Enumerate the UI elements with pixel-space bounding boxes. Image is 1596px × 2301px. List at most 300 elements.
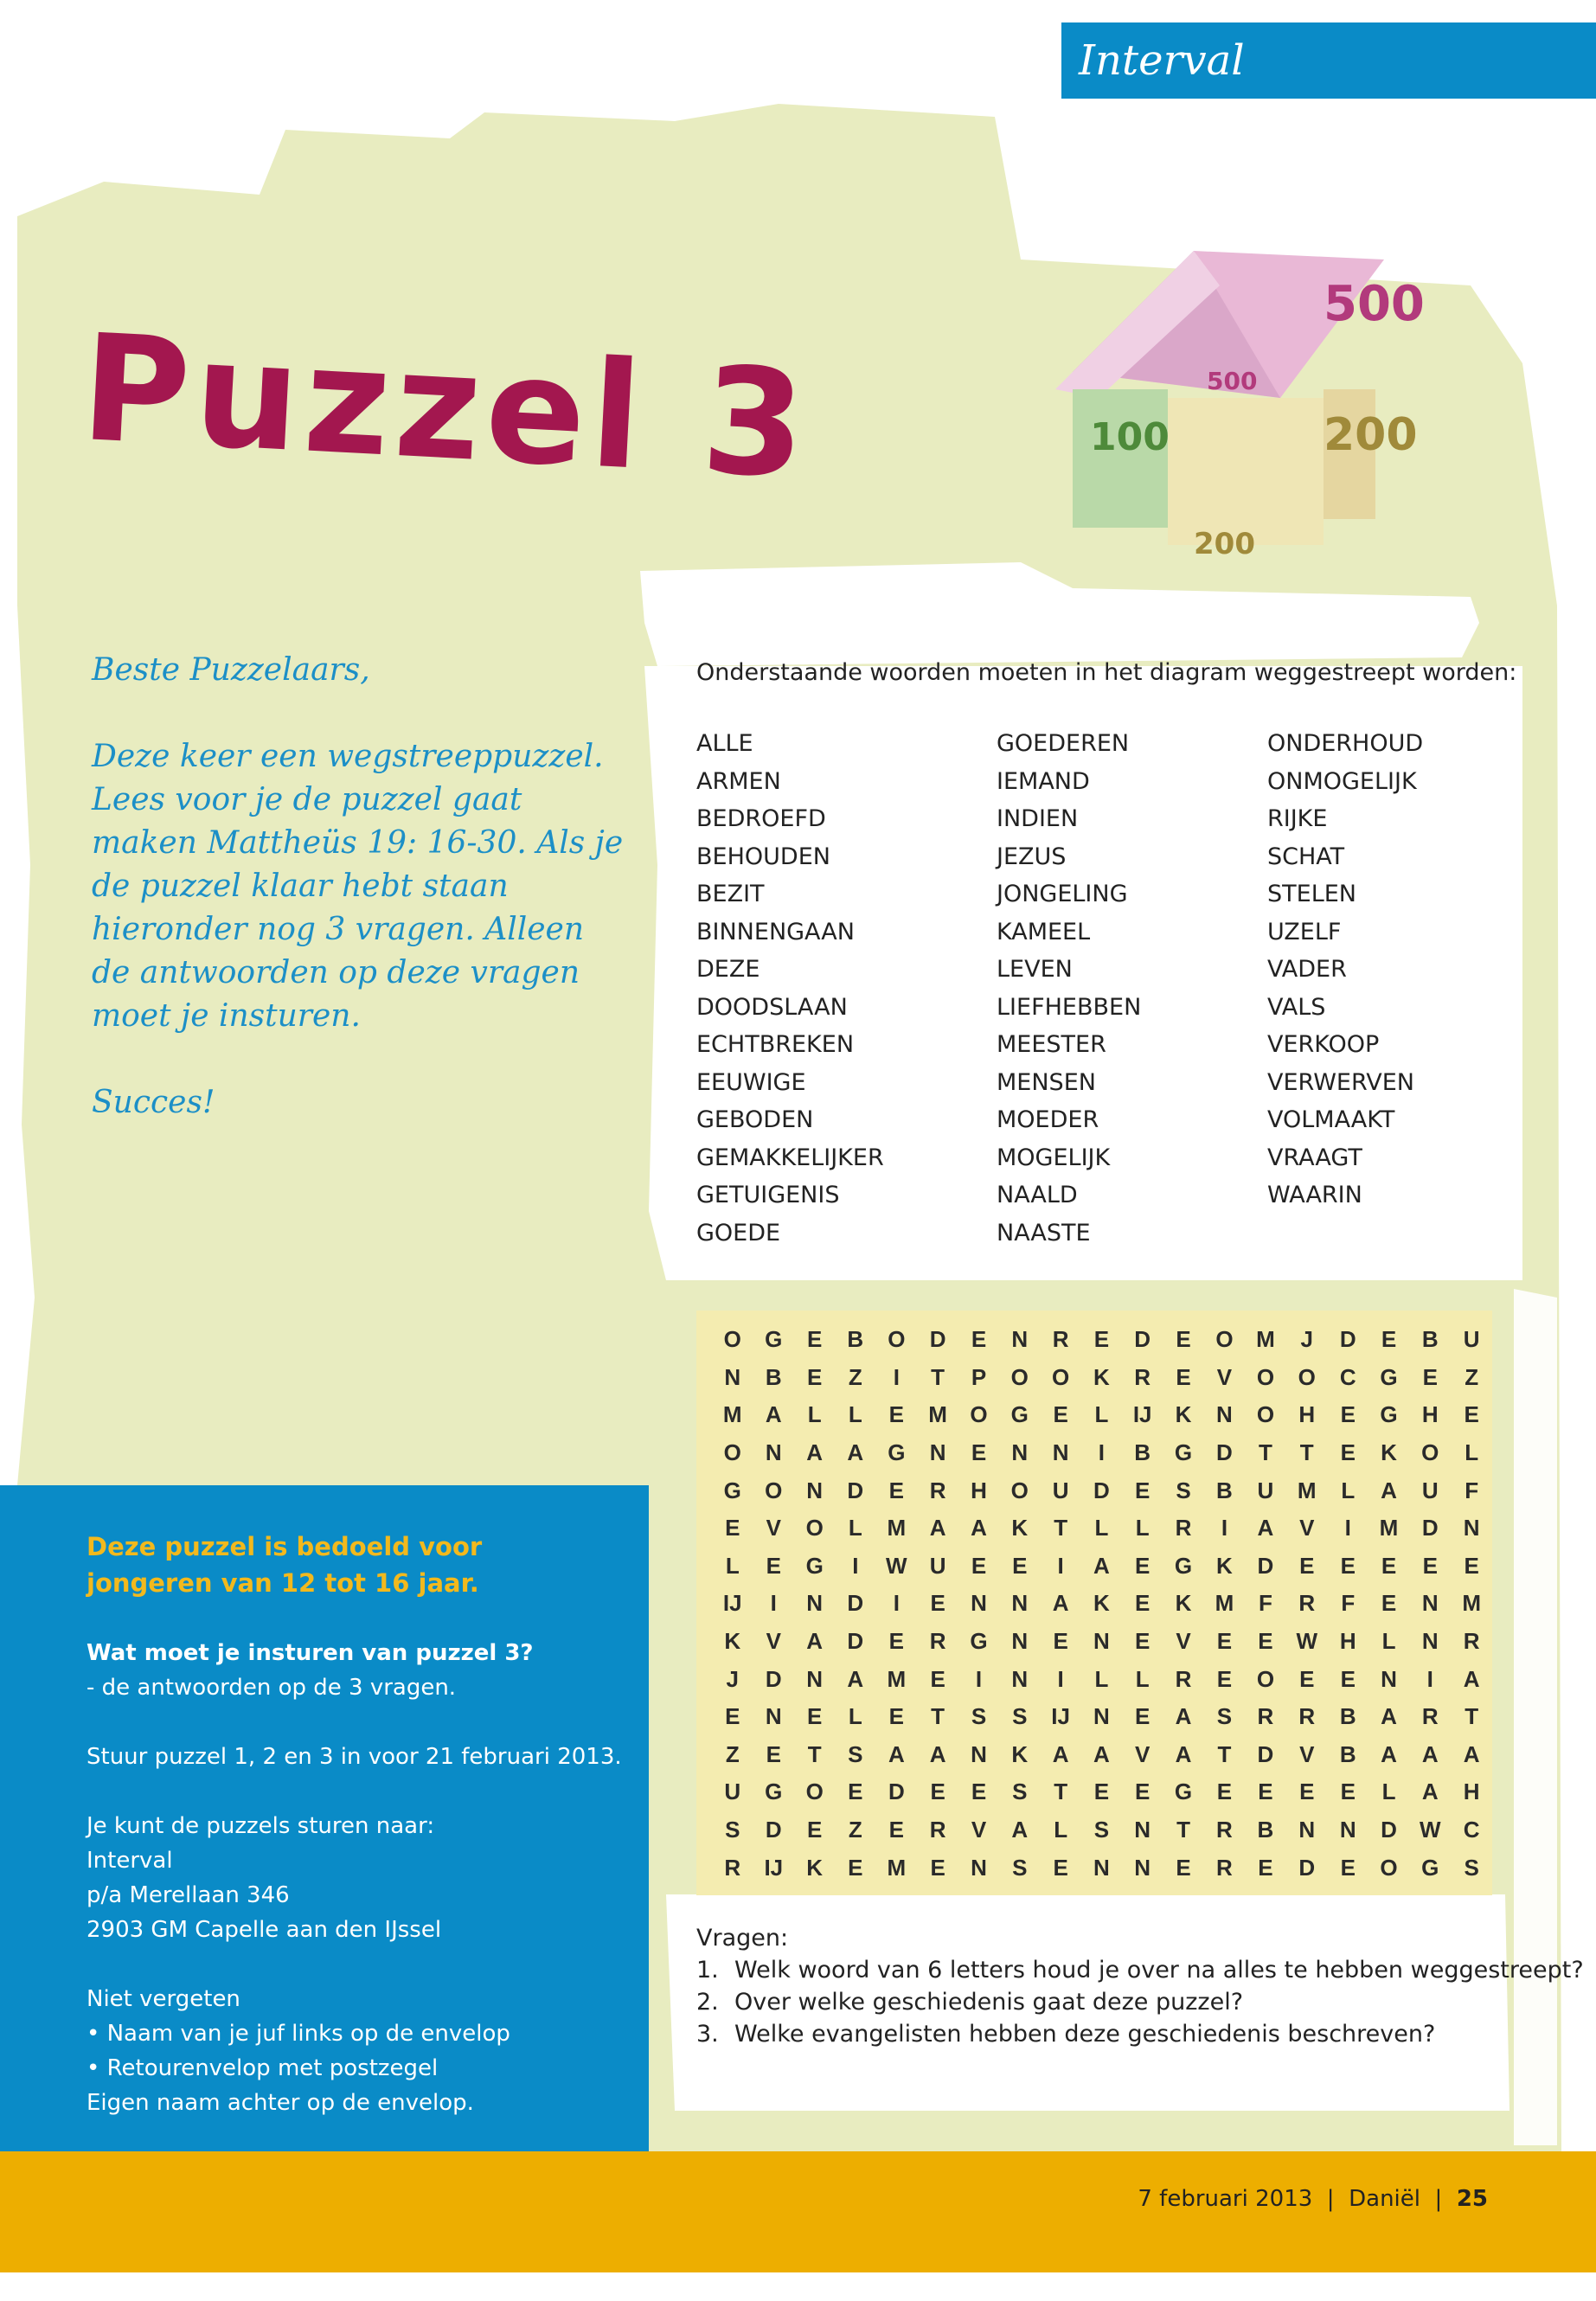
grid-cell: S [725,1817,740,1843]
word-item: UZELF [1267,918,1342,945]
grid-cell: E [1381,1326,1397,1353]
grid-cell: F [1465,1477,1479,1503]
grid-cell: E [1422,1552,1438,1579]
grid-cell: O [1256,1401,1275,1428]
grid-cell: M [1379,1515,1399,1541]
footer-text: 7 februari 2013 | Daniël | 25 [1138,2186,1488,2212]
grid-cell: G [723,1477,741,1503]
grid-cell: L [1054,1817,1068,1843]
svg-text:200: 200 [1324,409,1418,461]
grid-cell: K [724,1628,741,1655]
grid-cell: M [722,1401,742,1428]
grid-cell: E [1340,1779,1356,1805]
word-item: ONMOGELIJK [1267,767,1417,795]
grid-cell: S [1093,1817,1110,1843]
grid-cell: A [1381,1703,1397,1730]
grid-cell: N [1216,1401,1233,1428]
grid-cell: N [1381,1665,1397,1692]
grid-cell: E [930,1779,945,1805]
word-item: RIJKE [1267,805,1328,832]
grid-cell: E [1340,1439,1356,1466]
grid-cell: R [1175,1515,1192,1541]
reminder-heading: Niet vergeten [87,1986,240,2012]
grid-cell: R [1257,1703,1274,1730]
grid-cell: I [1221,1515,1228,1541]
grid-cell: U [1257,1477,1274,1503]
grid-cell: I [770,1590,777,1617]
audience-line-1: Deze puzzel is bedoeld voor [87,1532,483,1561]
question-text: Welke evangelisten hebben deze geschiedenis beschreven? [734,2021,1436,2048]
grid-cell: E [1340,1552,1356,1579]
grid-cell: O [1052,1363,1070,1390]
grid-cell: O [765,1477,783,1503]
grid-cell: O [723,1439,741,1466]
grid-cell: T [931,1363,945,1390]
grid-cell: S [1464,1854,1479,1881]
grid-cell: K [806,1854,824,1881]
word-item: VRAAGT [1267,1144,1362,1171]
grid-cell: L [725,1552,740,1579]
grid-cell: L [848,1515,862,1541]
grid-cell: T [1465,1703,1479,1730]
grid-cell: E [766,1552,781,1579]
grid-table [712,1321,1492,1887]
word-item: SCHAT [1267,843,1345,870]
grid-cell: A [1257,1515,1274,1541]
grid-cell: S [1012,1854,1028,1881]
grid-cell: H [971,1477,987,1503]
grid-cell: P [971,1363,987,1390]
grid-cell: O [1298,1363,1316,1390]
reminder-2: • Retourenvelop met postzegel [87,2055,439,2081]
grid-cell: N [971,1590,987,1617]
grid-cell: O [1010,1477,1029,1503]
word-item: MEESTER [997,1031,1106,1058]
grid-cell: N [1052,1439,1069,1466]
word-item: ARMEN [696,767,781,795]
grid-cell: A [1052,1740,1069,1767]
grid-cell: E [1134,1703,1151,1730]
grid-cell: Z [725,1740,740,1767]
grid-cell: O [888,1326,906,1353]
grid-cell: O [970,1401,988,1428]
money-house-icon [1021,225,1427,571]
grid-row [712,1471,1492,1509]
grid-cell: L [1465,1439,1479,1466]
word-list-col-2 [997,725,1141,1252]
grid-cell: N [971,1854,987,1881]
grid-cell: T [1176,1817,1190,1843]
question-number: 1. [696,1957,719,1984]
word-item: MOEDER [997,1106,1099,1133]
grid-cell: H [1463,1779,1480,1805]
grid-cell: T [1217,1740,1232,1767]
grid-cell: E [1216,1665,1233,1692]
grid-cell: E [1134,1628,1151,1655]
grid-cell: A [806,1439,824,1466]
grid-cell: E [1299,1779,1315,1805]
word-search-grid [696,1311,1492,1895]
grid-cell: A [971,1515,987,1541]
grid-cell: A [765,1401,782,1428]
grid-cell: V [1299,1515,1315,1541]
grid-cell: I [1344,1515,1351,1541]
grid-cell: D [1381,1817,1397,1843]
grid-cell: K [1216,1552,1233,1579]
grid-cell: H [1421,1401,1439,1428]
grid-cell: E [807,1326,823,1353]
grid-cell: N [1011,1590,1029,1617]
grid-cell: N [806,1590,824,1617]
grid-cell: L [1381,1779,1396,1805]
word-item: VERKOOP [1267,1031,1380,1058]
section-tag: Interval [1061,22,1596,99]
grid-cell: N [1134,1817,1151,1843]
grid-cell: A [1052,1590,1069,1617]
question-item [696,2018,1584,2050]
grid-cell: E [1340,1665,1356,1692]
grid-cell: B [1257,1817,1274,1843]
word-item: MENSEN [997,1068,1096,1096]
footer-bar [0,2151,1596,2272]
grid-cell: K [1175,1401,1192,1428]
grid-row [712,1585,1492,1623]
grid-cell: E [888,1703,904,1730]
grid-cell: A [1463,1740,1480,1767]
grid-cell: W [1296,1628,1317,1655]
grid-cell: K [1381,1439,1397,1466]
grid-cell: E [1340,1401,1356,1428]
grid-row [712,1548,1492,1586]
grid-cell: E [848,1854,863,1881]
grid-cell: J [726,1665,739,1692]
grid-row [712,1509,1492,1548]
grid-cell: D [1216,1439,1233,1466]
grid-cell: C [1463,1817,1480,1843]
what-heading: Wat moet je insturen van puzzel 3? [87,1640,534,1666]
grid-cell: I [1098,1439,1106,1466]
grid-cell: E [807,1817,823,1843]
grid-cell: M [1462,1590,1481,1617]
grid-cell: N [1093,1854,1110,1881]
grid-cell: E [848,1779,863,1805]
grid-cell: D [765,1665,782,1692]
grid-cell: R [1052,1326,1069,1353]
grid-cell: O [805,1515,824,1541]
word-item: NAALD [997,1182,1078,1208]
grid-cell: R [724,1854,741,1881]
grid-cell: O [1010,1363,1029,1390]
grid-cell: D [847,1477,864,1503]
grid-cell: L [1135,1665,1150,1692]
grid-row [712,1321,1492,1359]
grid-cell: R [1463,1628,1480,1655]
grid-cell: G [765,1779,783,1805]
grid-cell: N [724,1363,741,1390]
word-item: GOEDE [696,1219,781,1247]
footer-publication: Daniël [1349,2186,1420,2212]
grid-cell: R [1421,1703,1439,1730]
grid-cell: A [1175,1740,1192,1767]
grid-cell: E [1258,1779,1273,1805]
grid-cell: E [971,1439,987,1466]
grid-row [712,1698,1492,1736]
audience-line-2: jongeren van 12 tot 16 jaar. [87,1568,479,1598]
grid-cell: M [1215,1590,1234,1617]
grid-cell: U [1052,1477,1069,1503]
word-item: VERWERVEN [1267,1068,1414,1096]
grid-cell: I [1426,1665,1433,1692]
grid-cell: K [1011,1515,1029,1541]
grid-cell: U [724,1779,741,1805]
grid-cell: R [1298,1590,1316,1617]
grid-cell: IJ [1132,1401,1152,1428]
grid-cell: G [805,1552,824,1579]
grid-cell: M [928,1401,947,1428]
grid-cell: O [1215,1326,1234,1353]
grid-cell: Z [1465,1363,1479,1390]
grid-cell: N [765,1439,782,1466]
grid-cell: B [1421,1326,1439,1353]
grid-cell: E [930,1665,945,1692]
grid-cell: E [1053,1628,1068,1655]
grid-cell: M [887,1515,907,1541]
word-item: KAMEEL [997,918,1091,945]
grid-cell: E [888,1817,904,1843]
address-line-3: 2903 GM Capelle aan den IJssel [87,1917,442,1943]
address-line-1: Interval [87,1848,173,1874]
word-item: NAASTE [997,1219,1091,1247]
grid-cell: E [1216,1779,1233,1805]
grid-cell: E [1464,1552,1479,1579]
svg-text:500: 500 [1207,367,1258,395]
grid-cell: T [1054,1515,1068,1541]
grid-cell: M [887,1854,907,1881]
word-item: GOEDEREN [997,730,1130,757]
grid-cell: A [1381,1477,1397,1503]
grid-cell: S [1012,1779,1028,1805]
grid-cell: R [1216,1854,1233,1881]
grid-cell: D [1134,1326,1151,1353]
send-to: Je kunt de puzzels sturen naar: [87,1813,435,1839]
word-item: INDIEN [997,805,1079,832]
word-item: EEUWIGE [696,1068,806,1096]
grid-cell: A [929,1740,946,1767]
grid-cell: E [807,1363,823,1390]
grid-cell: E [1134,1552,1151,1579]
grid-cell: E [930,1590,945,1617]
grid-cell: L [1135,1515,1150,1541]
grid-cell: I [975,1665,983,1692]
grid-cell: E [807,1703,823,1730]
grid-cell: N [1011,1439,1029,1466]
grid-cell: V [1134,1740,1151,1767]
question-number: 2. [696,1989,719,2016]
grid-cell: A [1421,1740,1439,1767]
deadline: Stuur puzzel 1, 2 en 3 in voor 21 februari 2013. [87,1744,622,1770]
grid-cell: E [1093,1326,1110,1353]
grid-row [712,1623,1492,1661]
grid-cell: Z [848,1363,862,1390]
page-number: 25 [1456,2186,1488,2212]
grid-cell: T [1054,1779,1068,1805]
grid-cell: A [1093,1740,1110,1767]
grid-cell: I [1057,1552,1064,1579]
grid-cell: E [1176,1363,1191,1390]
word-item: GEBODEN [696,1106,814,1133]
grid-cell: E [888,1477,904,1503]
grid-cell: Z [848,1817,862,1843]
grid-cell: O [1421,1439,1439,1466]
grid-cell: T [807,1740,822,1767]
grid-cell: IJ [1051,1703,1070,1730]
grid-cell: A [1093,1552,1110,1579]
grid-cell: B [765,1363,782,1390]
grid-cell: G [1174,1779,1193,1805]
grid-cell: U [929,1552,946,1579]
grid-cell: L [1341,1477,1356,1503]
grid-cell: E [1381,1552,1397,1579]
grid-cell: O [1256,1665,1275,1692]
grid-cell: N [1134,1854,1151,1881]
grid-cell: V [1176,1628,1191,1655]
grid-cell: W [886,1552,907,1579]
grid-cell: F [1259,1590,1272,1617]
grid-cell: R [1298,1703,1316,1730]
grid-cell: B [1134,1439,1151,1466]
word-item: BEDROEFD [696,805,826,832]
word-item: IEMAND [997,767,1090,795]
question-list [696,1954,1584,2050]
address-line-2: p/a Merellaan 346 [87,1882,290,1908]
grid-cell: S [971,1703,987,1730]
grid-cell: M [1297,1477,1317,1503]
grid-cell: V [766,1515,781,1541]
grid-cell: E [1299,1552,1315,1579]
grid-cell: R [929,1477,946,1503]
greeting: Beste Puzzelaars, [92,652,370,688]
grid-cell: L [1381,1628,1396,1655]
grid-cell: A [1175,1703,1192,1730]
grid-cell: M [887,1665,907,1692]
grid-cell: U [1421,1477,1439,1503]
grid-cell: L [1094,1665,1109,1692]
grid-cell: E [1176,1854,1191,1881]
word-item: GEMAKKELIJKER [696,1144,884,1171]
word-list-col-3 [1267,725,1423,1215]
page-title: Puzzel 3 [77,303,815,512]
grid-row [712,1736,1492,1774]
grid-row [712,1849,1492,1887]
grid-cell: F [1341,1590,1356,1617]
grid-cell: R [1134,1363,1151,1390]
grid-cell: S [848,1740,863,1767]
grid-cell: A [1011,1817,1029,1843]
word-item: BINNENGAAN [696,918,855,945]
grid-cell: G [888,1439,906,1466]
grid-cell: E [930,1854,945,1881]
grid-cell: S [1012,1703,1028,1730]
grid-cell: A [888,1740,905,1767]
grid-row [712,1434,1492,1472]
grid-cell: N [806,1477,824,1503]
grid-cell: K [1093,1363,1110,1390]
grid-cell: L [848,1401,862,1428]
grid-cell: O [723,1326,741,1353]
grid-cell: D [1339,1326,1356,1353]
grid-cell: G [1380,1401,1398,1428]
grid-cell: R [929,1817,946,1843]
grid-cell: I [893,1590,900,1617]
grid-row [712,1773,1492,1811]
grid-cell: E [1134,1477,1151,1503]
word-item: WAARIN [1267,1182,1362,1208]
grid-row [712,1359,1492,1397]
grid-cell: L [807,1401,822,1428]
word-item: BEZIT [696,881,765,907]
grid-cell: B [1339,1703,1356,1730]
word-item: LIEFHEBBEN [997,993,1142,1021]
grid-cell: N [1011,1665,1029,1692]
grid-cell: H [1339,1628,1356,1655]
word-item: ONDERHOUD [1267,730,1424,757]
grid-cell: T [1259,1439,1272,1466]
svg-text:100: 100 [1090,415,1170,459]
grid-cell: E [1216,1628,1233,1655]
closing: Succes! [92,1085,215,1120]
grid-cell: E [1381,1590,1397,1617]
grid-cell: E [766,1740,781,1767]
grid-cell: N [929,1439,946,1466]
word-item: MOGELIJK [997,1144,1111,1171]
grid-cell: H [1298,1401,1316,1428]
grid-cell: D [1093,1477,1110,1503]
grid-cell: G [970,1628,988,1655]
grid-cell: A [929,1515,946,1541]
grid-cell: D [847,1628,864,1655]
word-list-col-1 [696,725,884,1252]
grid-cell: I [1057,1665,1064,1692]
grid-cell: V [971,1817,987,1843]
word-item: DOODSLAAN [696,993,848,1021]
footer-date: 7 februari 2013 [1138,2186,1313,2212]
grid-cell: N [806,1665,824,1692]
grid-cell: E [888,1401,904,1428]
grid-cell: E [1422,1363,1438,1390]
grid-cell: E [1176,1326,1191,1353]
word-item: VOLMAAKT [1267,1106,1395,1133]
grid-cell: M [1256,1326,1275,1353]
grid-cell: V [1299,1740,1315,1767]
grid-cell: E [1134,1590,1151,1617]
grid-cell: E [971,1552,987,1579]
grid-cell: N [765,1703,782,1730]
grid-cell: E [888,1628,904,1655]
grid-cell: S [1176,1477,1191,1503]
intro-text [92,649,628,1168]
grid-cell: E [1053,1401,1068,1428]
word-item: GETUIGENIS [696,1182,840,1208]
grid-cell: E [1258,1854,1273,1881]
grid-cell: U [1463,1326,1480,1353]
grid-cell: N [1011,1628,1029,1655]
question-text: Over welke geschiedenis gaat deze puzzel? [734,1989,1244,2016]
svg-text:200: 200 [1194,527,1255,561]
grid-cell: N [1421,1628,1439,1655]
grid-cell: A [1381,1740,1397,1767]
grid-cell: D [1257,1740,1274,1767]
question-item [696,1986,1584,2018]
